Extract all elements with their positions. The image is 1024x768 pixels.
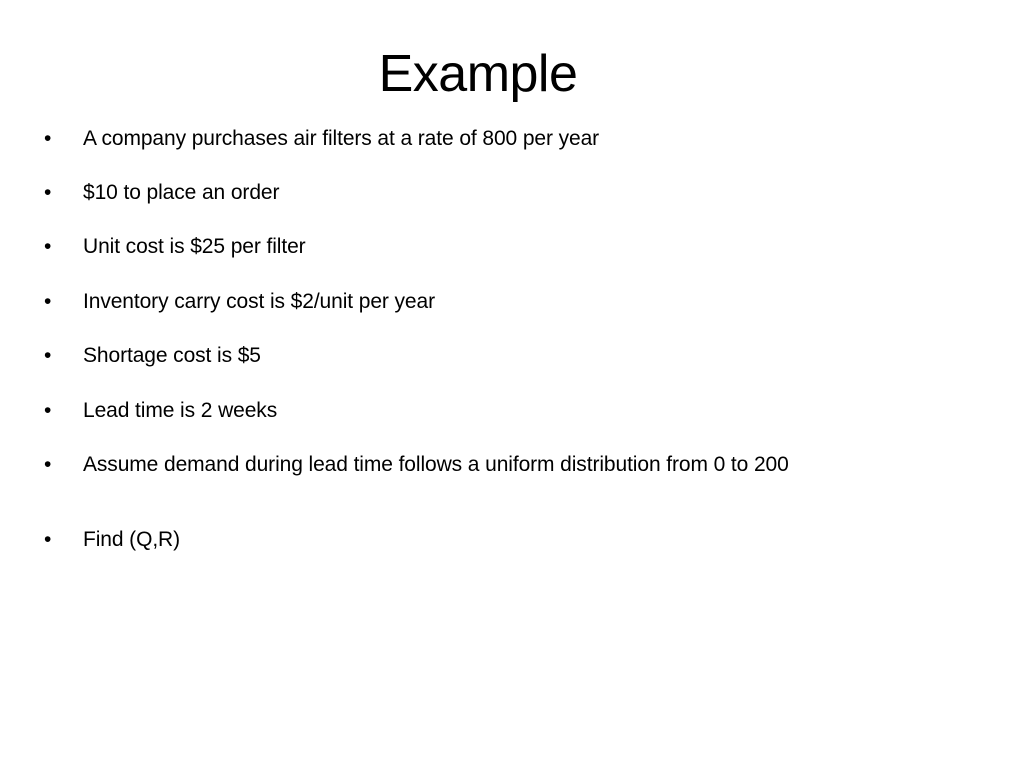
bullet-text: A company purchases air filters at a rate of 800 per year (83, 127, 600, 150)
bullet-text: Lead time is 2 weeks (83, 399, 278, 422)
bullet-text: Shortage cost is $5 (83, 344, 261, 367)
bullet-item (44, 287, 1014, 317)
bullet-text: Unit cost is $25 per filter (83, 235, 306, 258)
bullet-icon: • (44, 235, 52, 258)
bullet-icon: • (44, 290, 52, 313)
bullet-icon: • (44, 528, 52, 551)
bullet-item (44, 178, 1014, 208)
bullet-item (44, 232, 1014, 262)
bullet-icon: • (44, 453, 52, 476)
bullet-icon: • (44, 181, 52, 204)
bullet-item (44, 396, 1014, 426)
bullet-icon: • (44, 127, 52, 150)
bullet-text: Find (Q,R) (83, 528, 181, 551)
slide-title: Example (378, 45, 578, 103)
bullet-icon: • (44, 344, 52, 367)
bullet-item (44, 124, 1014, 154)
bullet-text: $10 to place an order (83, 181, 280, 204)
bullet-item (44, 525, 1014, 555)
bullet-item (44, 341, 1014, 371)
bullet-text: Assume demand during lead time follows a uniform distribution from 0 to 200 (83, 453, 789, 476)
bullet-icon: • (44, 399, 52, 422)
bullet-item (44, 450, 1014, 480)
bullet-text: Inventory carry cost is $2/unit per year (83, 290, 435, 313)
